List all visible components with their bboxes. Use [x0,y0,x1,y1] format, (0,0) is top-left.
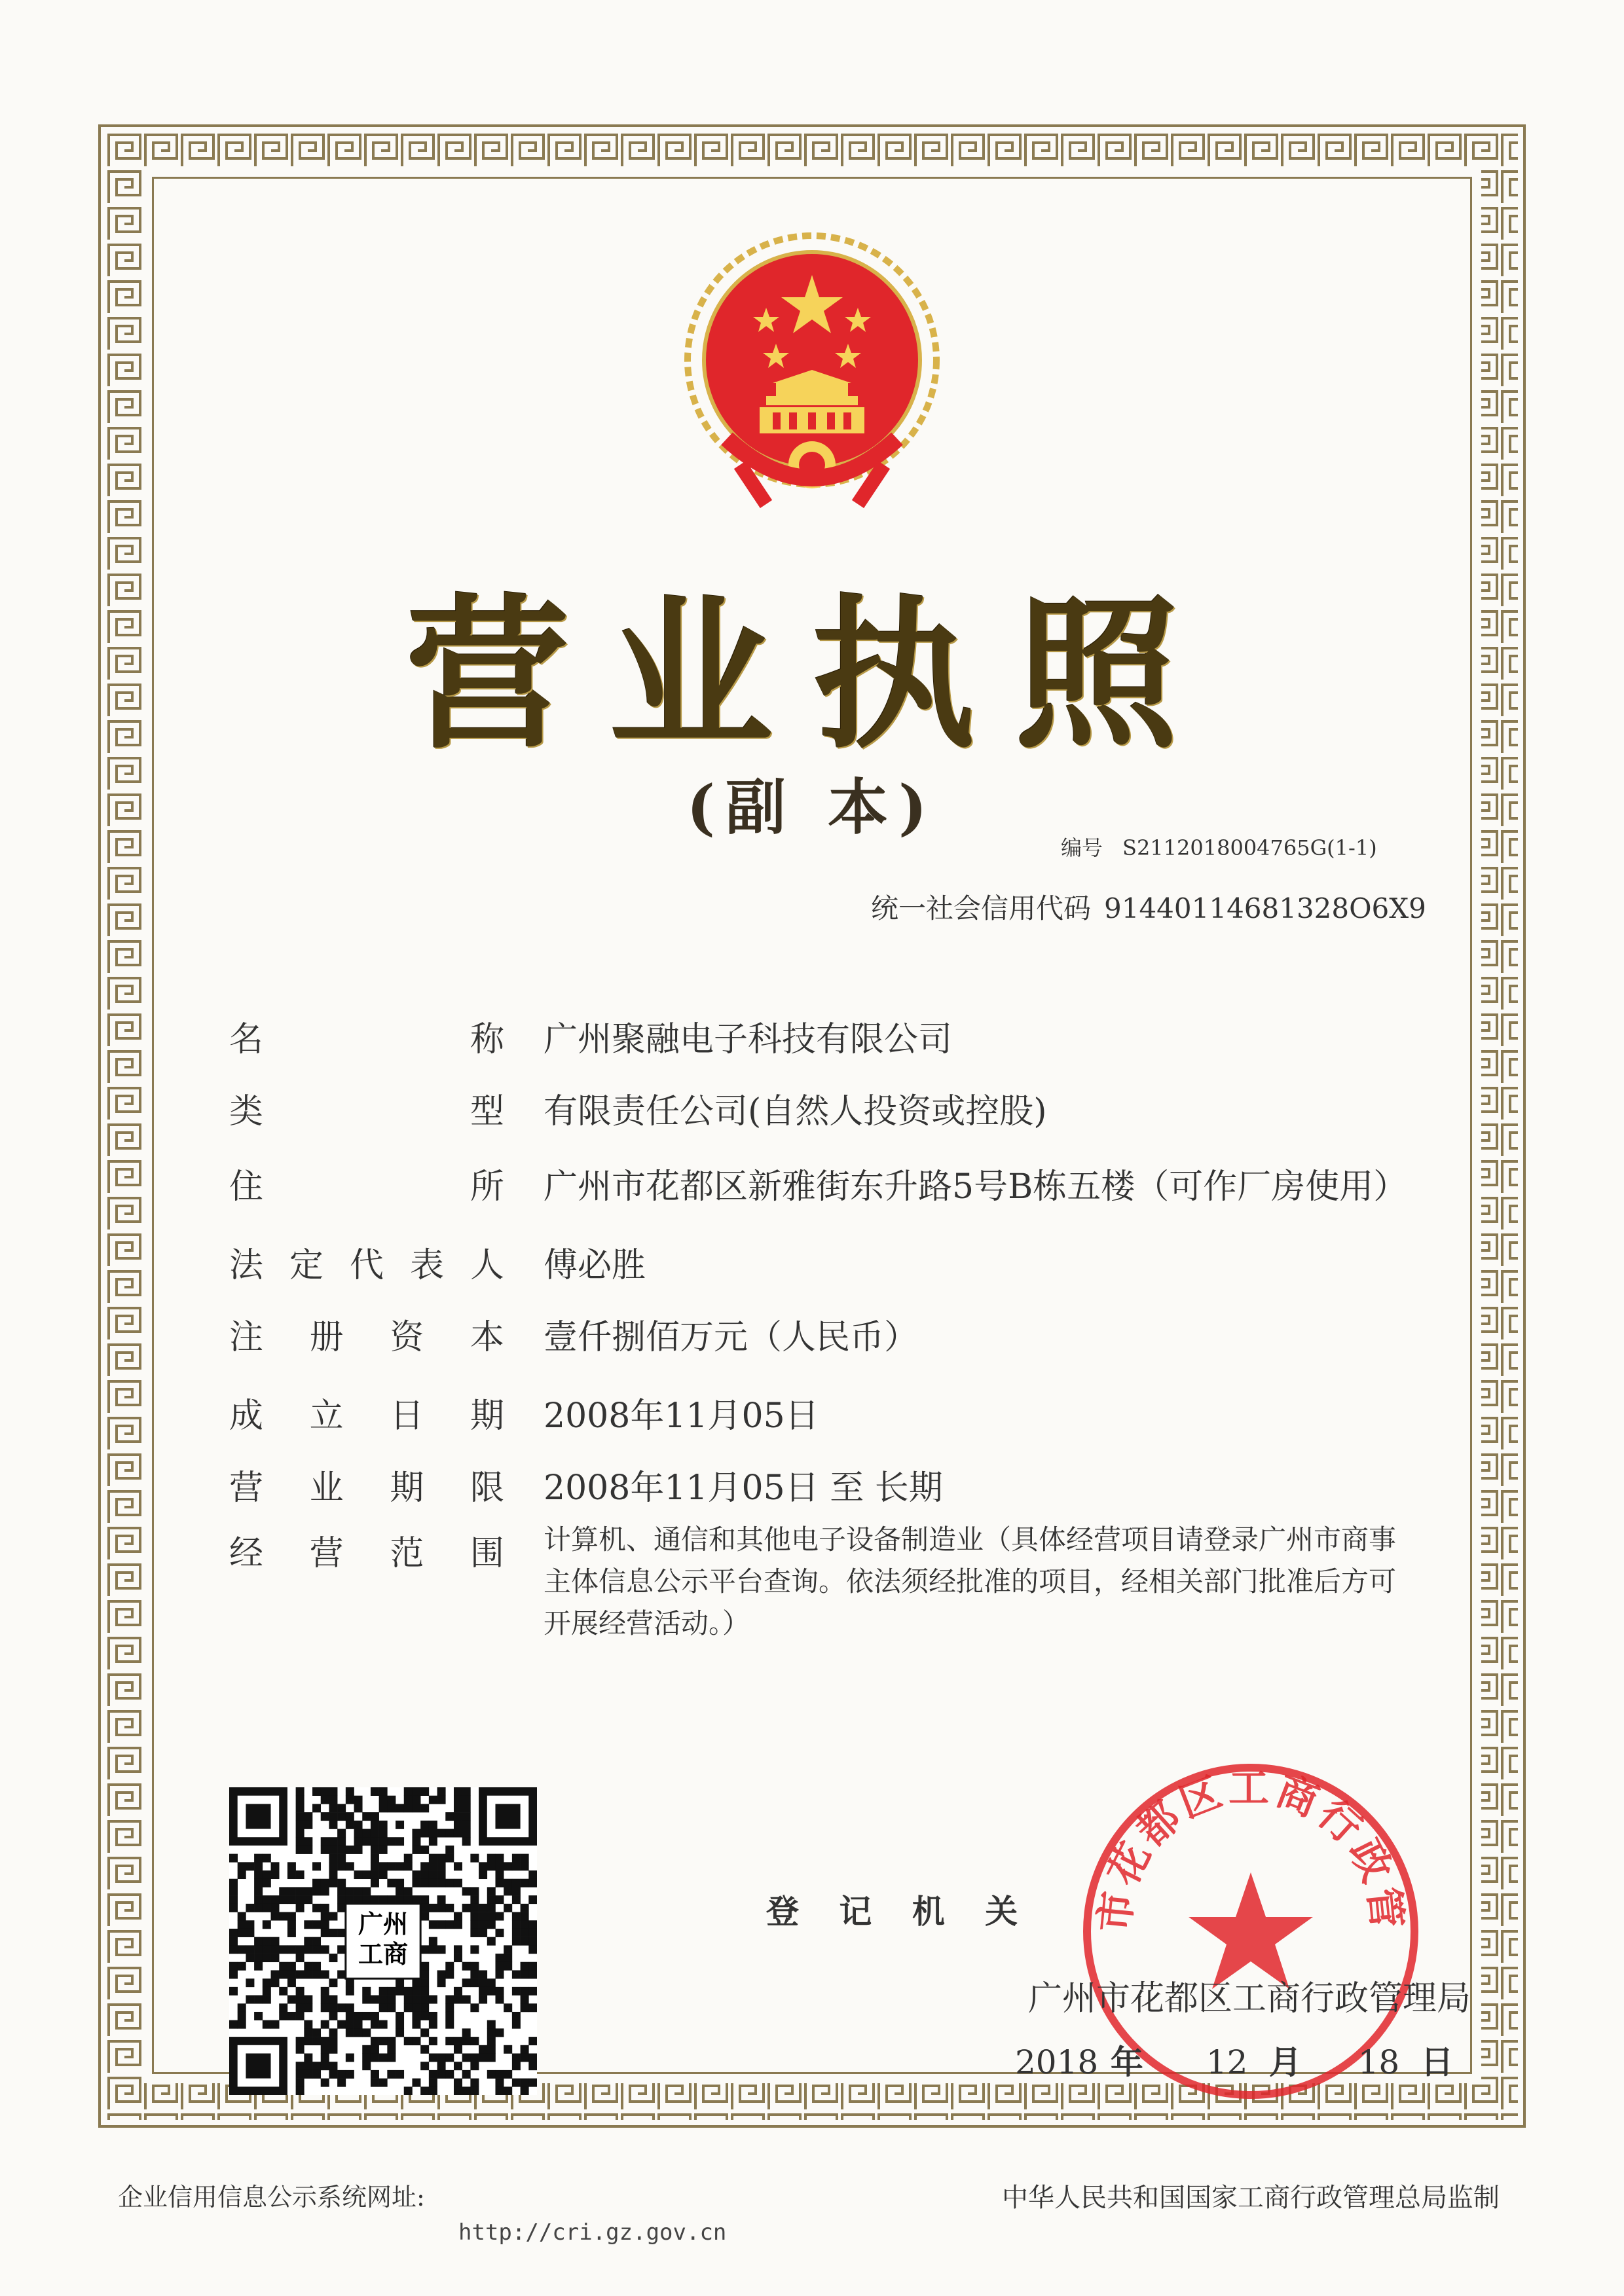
field-label-char: 称 [470,1020,504,1059]
field-label-char: 范 [390,1534,424,1573]
qr-center-label: 工商 [358,1940,409,1969]
field-label-char: 业 [309,1468,344,1508]
field-label [229,1525,504,1575]
field-label-char: 期 [390,1468,424,1508]
date-month-unit: 月 [1268,2043,1302,2081]
field-value: 傅必胜 [544,1246,646,1285]
business-scope-text: 计算机、通信和其他电子设备制造业（具体经营项目请登录广州市商事主体信息公示平台查询。依法须经批准的项目，经相关部门批准后方可开展经营活动。） [544,1523,1397,1639]
field-label-char: 定 [289,1246,323,1285]
field-label-char: 围 [470,1534,504,1573]
field-label-char: 名 [229,1020,264,1059]
date-day-unit: 日 [1420,2043,1454,2081]
field-label-char: 本 [470,1318,504,1357]
footer-supervisor: 中华人民共和国国家工商行政管理总局监制 [1002,2183,1500,2213]
field-value: 2008年11月05日 至 长期 [544,1468,943,1508]
credit-code-value: 91440114681328O6X9 [1104,892,1426,924]
field-label [229,1309,504,1358]
field-label-char: 代 [349,1246,384,1285]
date-day: 18 [1357,2043,1400,2081]
field-label-char: 限 [470,1468,504,1508]
field-label-char: 册 [309,1318,344,1357]
field-value: 广州市花都区新雅街东升路5号B栋五楼（可作厂房使用） [544,1167,1408,1207]
field-label-char: 资 [390,1318,424,1357]
field-label [229,1011,504,1061]
field-label-char: 法 [229,1246,264,1285]
qr-center-label: 广州 [358,1910,409,1939]
serial-label: 编号 [1061,835,1103,860]
field-label-char: 营 [229,1468,264,1508]
field-label-char: 类 [229,1092,264,1131]
credit-code [871,887,1439,926]
qr-code[interactable] [229,1787,537,2095]
field-label-char: 立 [309,1396,344,1436]
registration-date [1015,2036,1454,2083]
seal-text: 市花都区工商行政管 [1090,1764,1412,1935]
date-year-unit: 年 [1110,2043,1143,2081]
field-label [229,1388,504,1437]
field-label-char: 注 [229,1318,264,1357]
field-label [229,1237,504,1286]
footer-url-link[interactable]: http://cri.gz.gov.cn [458,2219,727,2246]
date-month: 12 [1206,2043,1248,2081]
field-value: 有限责任公司(自然人投资或控股) [544,1092,1047,1131]
serial-value: S2112018004765G(1-1) [1122,835,1377,860]
field-label-char: 成 [229,1396,264,1436]
field-label-char: 人 [470,1246,504,1285]
registration-authority-name: 广州市花都区工商行政管理局 [1028,1979,1471,2018]
footer-system-label: 企业信用信息公示系统网址: [118,2183,425,2212]
field-label [229,1159,504,1208]
field-label-char: 经 [229,1534,264,1573]
document-subtitle: (副 本) [686,772,938,843]
document-title: 营业执照 [406,578,1218,771]
field-value: 2008年11月05日 [544,1396,819,1436]
field-label-char: 营 [309,1534,344,1573]
registration-authority-label: 登 记 机 关 [766,1892,1033,1931]
field-label-char: 期 [470,1396,504,1436]
field-label [229,1084,504,1133]
date-year: 2018 [1015,2043,1099,2081]
field-label-char: 所 [470,1167,504,1207]
field-label-char: 日 [390,1396,424,1436]
field-label-char: 表 [409,1246,444,1285]
field-value: 广州聚融电子科技有限公司 [544,1020,953,1059]
national-emblem-icon [668,229,956,530]
field-label-char: 型 [470,1092,504,1131]
serial-number [1061,831,1397,862]
field-label [229,1460,504,1509]
field-value: 壹仟捌佰万元（人民币） [544,1318,919,1357]
field-label-char: 住 [229,1167,264,1207]
credit-code-label: 统一社会信用代码 [871,892,1092,924]
